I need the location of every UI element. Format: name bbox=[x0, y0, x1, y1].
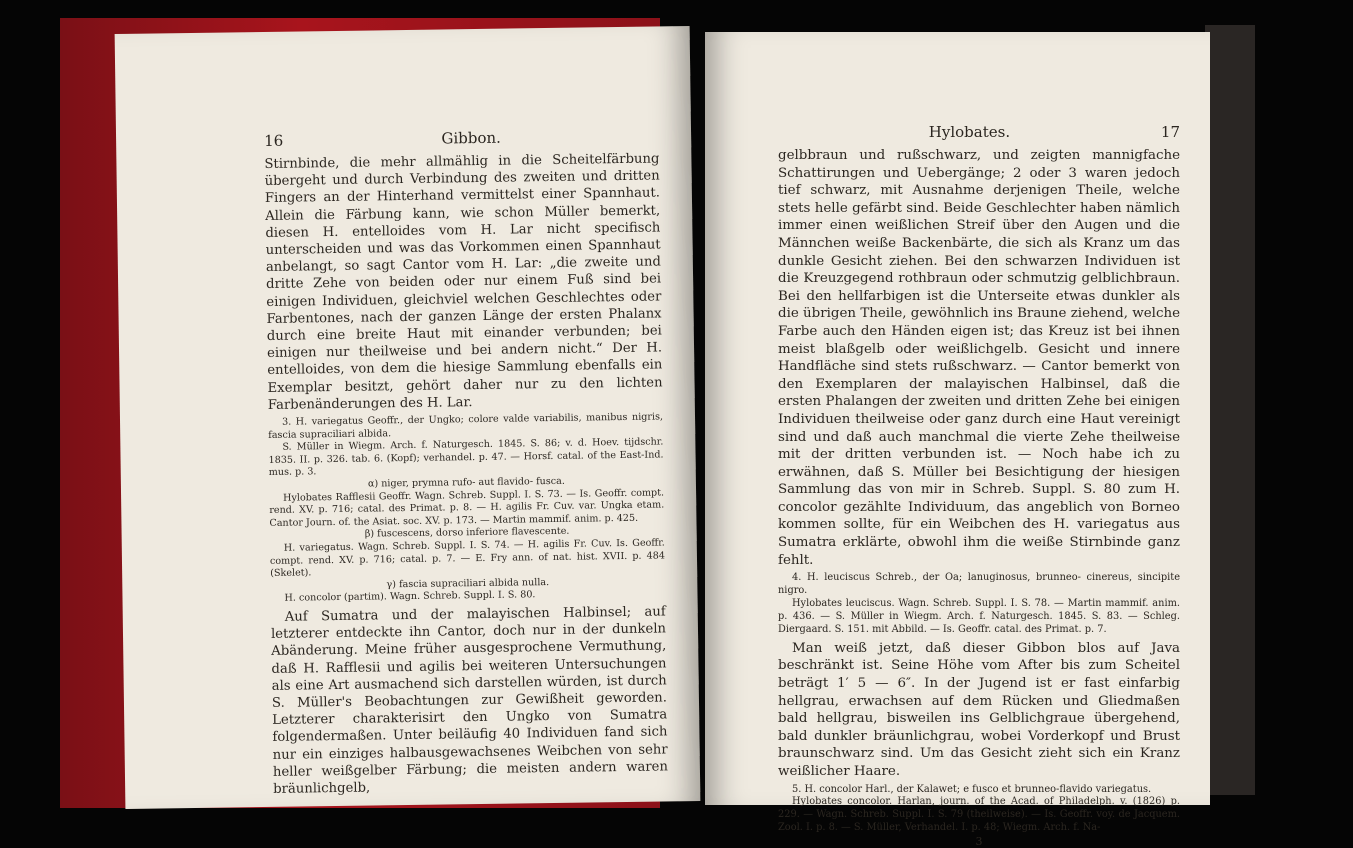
page-number: 16 bbox=[263, 131, 284, 150]
species-heading: 5. H. concolor Harl., der Kalawet; e fusco et brunneo-flavido variegatus. bbox=[792, 783, 1152, 795]
left-page-header bbox=[264, 126, 659, 150]
reference-text: Hylobates leuciscus. Wagn. Schreb. Suppl. I. S. 78. — Martin mammif. anim. p. 436. — S. Müller in Wiegm. Arch. f. Naturgesch. 1845. S. 83. — Schleg. Diergaard. S. 151. mit Abbild. — Is. Geoffr. catal. des Primat. p. 7. bbox=[778, 598, 1180, 635]
left-page bbox=[115, 26, 701, 809]
book-cover-right bbox=[1205, 25, 1255, 795]
body-paragraph: gelbbraun und rußschwarz, und zeigten mannigfache Schattirungen und Uebergänge; 2 oder 3 waren jedoch tief schwarz, mit Ausnahme derjenigen Theile, welche stets helle gefärbt sind. Beide Geschlechter haben nämlich immer einen weißlichen Streif über den Augen und die Männchen weiße Backenbärte, die sich als Kranz um das dunkle Gesicht ziehen. Bei den schwarzen Individuen ist die Kreuzgegend rothbraun oder schmutzig gelblichbraun. Bei den hellfarbigen ist die Unterseite etwas dunkler als die übrigen Theile, gewöhnlich ins Braune ziehend, welche Farbe auch den Händen eigen ist; das Kreuz ist bei ihnen meist blaßgelb oder weißlichgelb. Gesicht und innere Handfläche sind stets rußschwarz. — Cantor bemerkt von den Exemplaren der malayischen Halbinsel, daß die ersten Phalangen der zweiten und dritten Zehe bei einigen Individuen theilweise oder ganz durch eine Haut vereinigt sind und daß auch manchmal die vierte Zehe theilweise mit der dritten verbunden ist. — Noch habe ich zu erwähnen, daß S. Müller bei Besichtigung der hiesigen Sammlung das von mir in Schreb. Suppl. S. 80 zum H. concolor gezählte Individuum, das angeblich von Borneo kommen sollte, für ein Weibchen des H. variegatus aus Sumatra erklärte, obwohl ihm die weiße Stirnbinde ganz fehlt. bbox=[778, 148, 1180, 568]
signature-mark: 3 bbox=[975, 835, 983, 848]
variety-heading: γ) fascia supraciliari albida nulla. bbox=[386, 576, 550, 591]
reference-text: S. Müller in Wiegm. Arch. f. Naturgesch. 1845. S. 86; v. d. Hoev. tijdschr. 1835. II. p. 326. tab. 6. (Kopf); verhandel. p. 47. — Horsf. catal. of the East-Ind. mus. p. 3. bbox=[268, 436, 664, 479]
right-page-header bbox=[778, 123, 1180, 141]
body-paragraph: Stirnbinde, die mehr allmählig in die Scheitelfärbung übergeht und durch Verbindung des zweiten und dritten Fingers an der Hinterhand vermittelst einer Spannhaut. Allein die Färbung kann, wie schon Müller bemerkt, diesen H. entelloides vom H. Lar nicht specifisch unterscheiden und was das Vorkommen einen Spannhaut anbelangt, so sagt Cantor vom H. Lar: „die zweite und dritte Zehe von beiden oder nur einem Fuß sind bei einigen Individuen, gleichviel welchen Geschlechtes oder Farbentones, nach der ganzen Länge der ersten Phalanx durch eine breite Haut mit einander verbunden; bei einigen nur theilweise und bei andern nicht.“ Der H. entelloides, von dem die hiesige Sammlung ebenfalls ein Exemplar besitzt, gehört daher nur zu den lichten Farbenänderungen des H. Lar. bbox=[264, 151, 663, 413]
variety-heading: α) niger, prymna rufo- aut flavido- fusca. bbox=[367, 475, 565, 490]
reference-text: H. concolor (partim). Wagn. Schreb. Suppl. I. S. 80. bbox=[284, 589, 536, 605]
species-heading: 4. H. leuciscus Schreb., der Oa; lanuginosus, brunneo- cinereus, sincipite nigro. bbox=[778, 572, 1180, 597]
right-page bbox=[705, 32, 1210, 848]
reference-text: Hylobates concolor. Harlan, journ. of the Acad. of Philadelph. v. (1826) p. 229. — Wagn. Schreb. Suppl. I. S. 79 (theilweise). — Is. Geoffr. voy. de Jacquem. Zool. I. p. 8. — S. Müller, Verhandel. I. p. 48; Wiegm. Arch. f. Na- bbox=[778, 796, 1180, 834]
reference-text: Hylobates Rafflesii Geoffr. Wagn. Schreb. Suppl. I. S. 73. — Is. Geoffr. compt. rend. XV. p. 716; catal. des Primat. p. 8. — H. agilis Fr. Cuv. var. Ungka etam. Cantor Journ. of. the Asiat. soc. XV. p. 173. — Martin mammif. anim. p. 425. bbox=[269, 487, 665, 529]
body-paragraph: Auf Sumatra und der malayischen Halbinsel; auf letzterer entdeckte ihn Cantor, doch nur in der dunkeln Abänderung. Meine früher ausgesprochene Vermuthung, daß H. Rafflesii und agilis bei weiteren Untersuchungen als eine Art ausmachend sich darstellen würden, ist durch S. Müller's Beobachtungen zur Gewißheit geworden. Letzterer charakterisirt den Ungko von Sumatra folgendermaßen. Unter beiläufig 40 Individuen fand sich nur ein einziges halbausgewachsenes Weibchen von sehr heller weißgelber Färbung; die meisten andern waren bräunlichgelb, bbox=[270, 604, 669, 797]
variety-heading: β) fuscescens, dorso inferiore flavescente. bbox=[364, 526, 570, 540]
running-head: Gibbon. bbox=[441, 128, 501, 148]
page-number: 17 bbox=[1160, 123, 1180, 141]
running-head: Hylobates. bbox=[928, 123, 1011, 141]
body-paragraph: Man weiß jetzt, daß dieser Gibbon blos auf Java beschränkt ist. Seine Höhe vom After bis zum Scheitel beträgt 1′ 5 — 6″. In der Jugend ist er fast einfarbig hellgrau, erwachsen auf dem Rücken und Gliedmaßen bald hellgrau, bisweilen ins Gelblichgraue übergehend, bald dunkler bräunlichgrau, wobei Vorderkopf und Brust braunschwarz sind. Um das Gesicht zieht sich ein Kranz weißlicher Haare. bbox=[778, 640, 1180, 779]
species-heading: 3. H. variegatus Geoffr., der Ungko; colore valde variabilis, manibus nigris, fascia supraciliari albida. bbox=[268, 411, 664, 441]
reference-text: H. variegatus. Wagn. Schreb. Suppl. I. S. 74. — H. agilis Fr. Cuv. Is. Geoffr. compt. rend. XV. p. 716; catal. p. 7. — E. Fry ann. of nat. hist. XVII. p. 484 (Skelet). bbox=[269, 537, 666, 580]
